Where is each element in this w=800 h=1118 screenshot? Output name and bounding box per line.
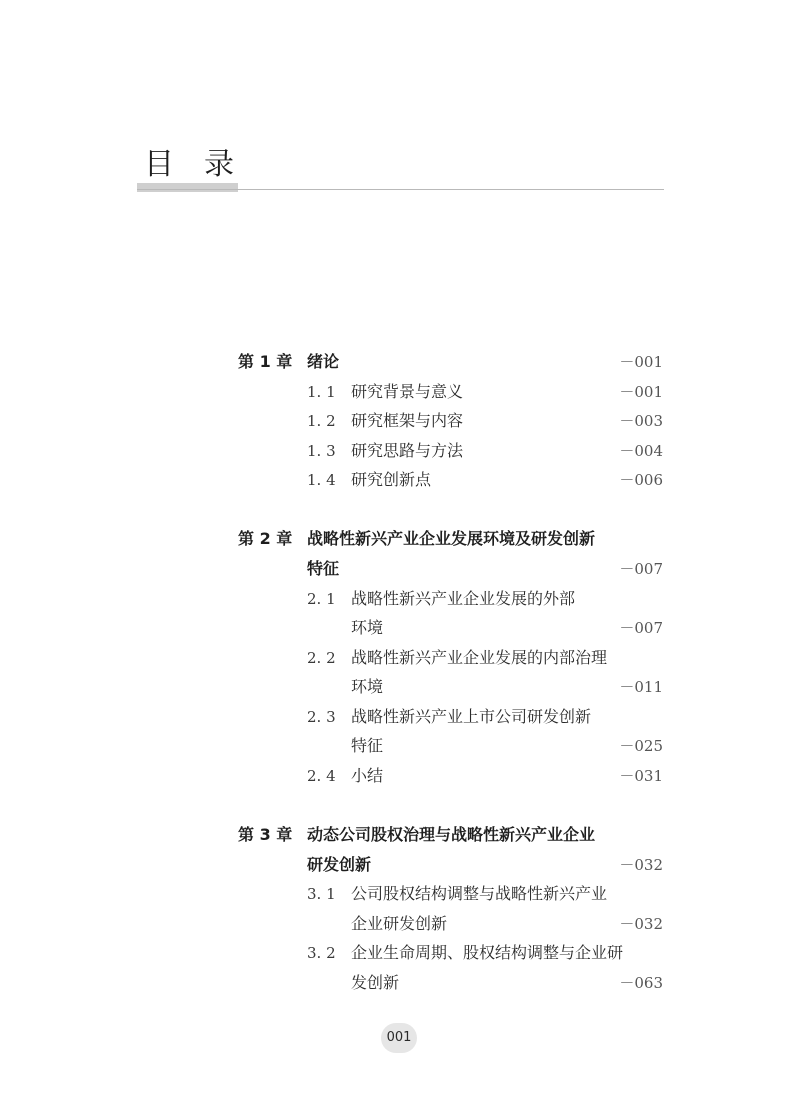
section-number: 2. 1 — [307, 590, 336, 608]
section-2-3-row[interactable] — [0, 702, 800, 732]
section-3-1-row[interactable] — [0, 879, 800, 909]
section-page: －031 — [619, 767, 663, 785]
title-underline-bar — [137, 183, 238, 192]
section-title-cont: 企业研发创新 — [351, 914, 448, 933]
section-3-1-row-cont[interactable] — [0, 909, 800, 939]
section-2-2-row-cont[interactable] — [0, 672, 800, 702]
chapter-title: 绪论 — [307, 352, 340, 371]
section-title: 研究思路与方法 — [351, 441, 464, 460]
chapter-page: －032 — [619, 856, 663, 874]
section-number: 3. 1 — [307, 885, 336, 903]
section-page: －001 — [619, 383, 663, 401]
section-3-2-row[interactable] — [0, 938, 800, 968]
section-1-1-row[interactable] — [0, 377, 800, 407]
section-page: －063 — [619, 974, 663, 992]
chapter-label: 第 3 章 — [238, 825, 293, 844]
chapter-label: 第 1 章 — [238, 352, 293, 371]
section-title: 企业生命周期、股权结构调整与企业研 — [351, 943, 624, 962]
chapter-title-cont: 研发创新 — [307, 855, 372, 874]
section-number: 2. 3 — [307, 708, 336, 726]
section-number: 1. 1 — [307, 383, 336, 401]
section-title: 公司股权结构调整与战略性新兴产业 — [351, 884, 608, 903]
section-title-cont: 环境 — [351, 677, 384, 696]
chapter-1-page-wrap — [0, 347, 800, 377]
section-page: －032 — [619, 915, 663, 933]
section-title: 战略性新兴产业企业发展的内部治理 — [351, 648, 608, 667]
page-number: 001 — [381, 1023, 417, 1053]
section-page: －011 — [619, 678, 663, 696]
title-rule — [137, 189, 664, 190]
section-3-2-row-cont[interactable] — [0, 968, 800, 998]
chapter-title: 战略性新兴产业企业发展环境及研发创新 — [307, 529, 596, 548]
chapter-label: 第 2 章 — [238, 529, 293, 548]
chapter-2-row-cont[interactable] — [0, 554, 800, 584]
section-title: 研究创新点 — [351, 470, 432, 489]
section-title-cont: 环境 — [351, 618, 384, 637]
section-1-3-row[interactable] — [0, 436, 800, 466]
section-title-cont: 发创新 — [351, 973, 400, 992]
section-page: －003 — [619, 412, 663, 430]
section-page: －006 — [619, 471, 663, 489]
chapter-3-row-cont[interactable] — [0, 850, 800, 880]
section-number: 1. 4 — [307, 471, 336, 489]
chapter-3-row[interactable] — [0, 820, 800, 850]
section-page: －007 — [619, 619, 663, 637]
chapter-2-row[interactable] — [0, 524, 800, 554]
section-1-4-row[interactable] — [0, 465, 800, 495]
toc-title: 目录 — [144, 147, 264, 182]
chapter-page: －001 — [619, 353, 663, 371]
section-2-1-row-cont[interactable] — [0, 613, 800, 643]
section-2-3-row-cont[interactable] — [0, 731, 800, 761]
section-2-4-row[interactable] — [0, 761, 800, 791]
section-2-1-row[interactable] — [0, 584, 800, 614]
section-title: 研究框架与内容 — [351, 411, 464, 430]
section-title: 战略性新兴产业企业发展的外部 — [351, 589, 576, 608]
section-number: 2. 2 — [307, 649, 336, 667]
section-page: －025 — [619, 737, 663, 755]
section-number: 1. 2 — [307, 412, 336, 430]
section-title: 战略性新兴产业上市公司研发创新 — [351, 707, 592, 726]
section-title-cont: 特征 — [351, 736, 384, 755]
section-title: 研究背景与意义 — [351, 382, 464, 401]
section-2-2-row[interactable] — [0, 643, 800, 673]
section-number: 2. 4 — [307, 767, 336, 785]
chapter-page: －007 — [619, 560, 663, 578]
section-title: 小结 — [351, 766, 384, 785]
section-1-2-row[interactable] — [0, 406, 800, 436]
section-number: 3. 2 — [307, 944, 336, 962]
section-page: －004 — [619, 442, 663, 460]
chapter-title: 动态公司股权治理与战略性新兴产业企业 — [307, 825, 596, 844]
section-number: 1. 3 — [307, 442, 336, 460]
chapter-title-cont: 特征 — [307, 559, 340, 578]
